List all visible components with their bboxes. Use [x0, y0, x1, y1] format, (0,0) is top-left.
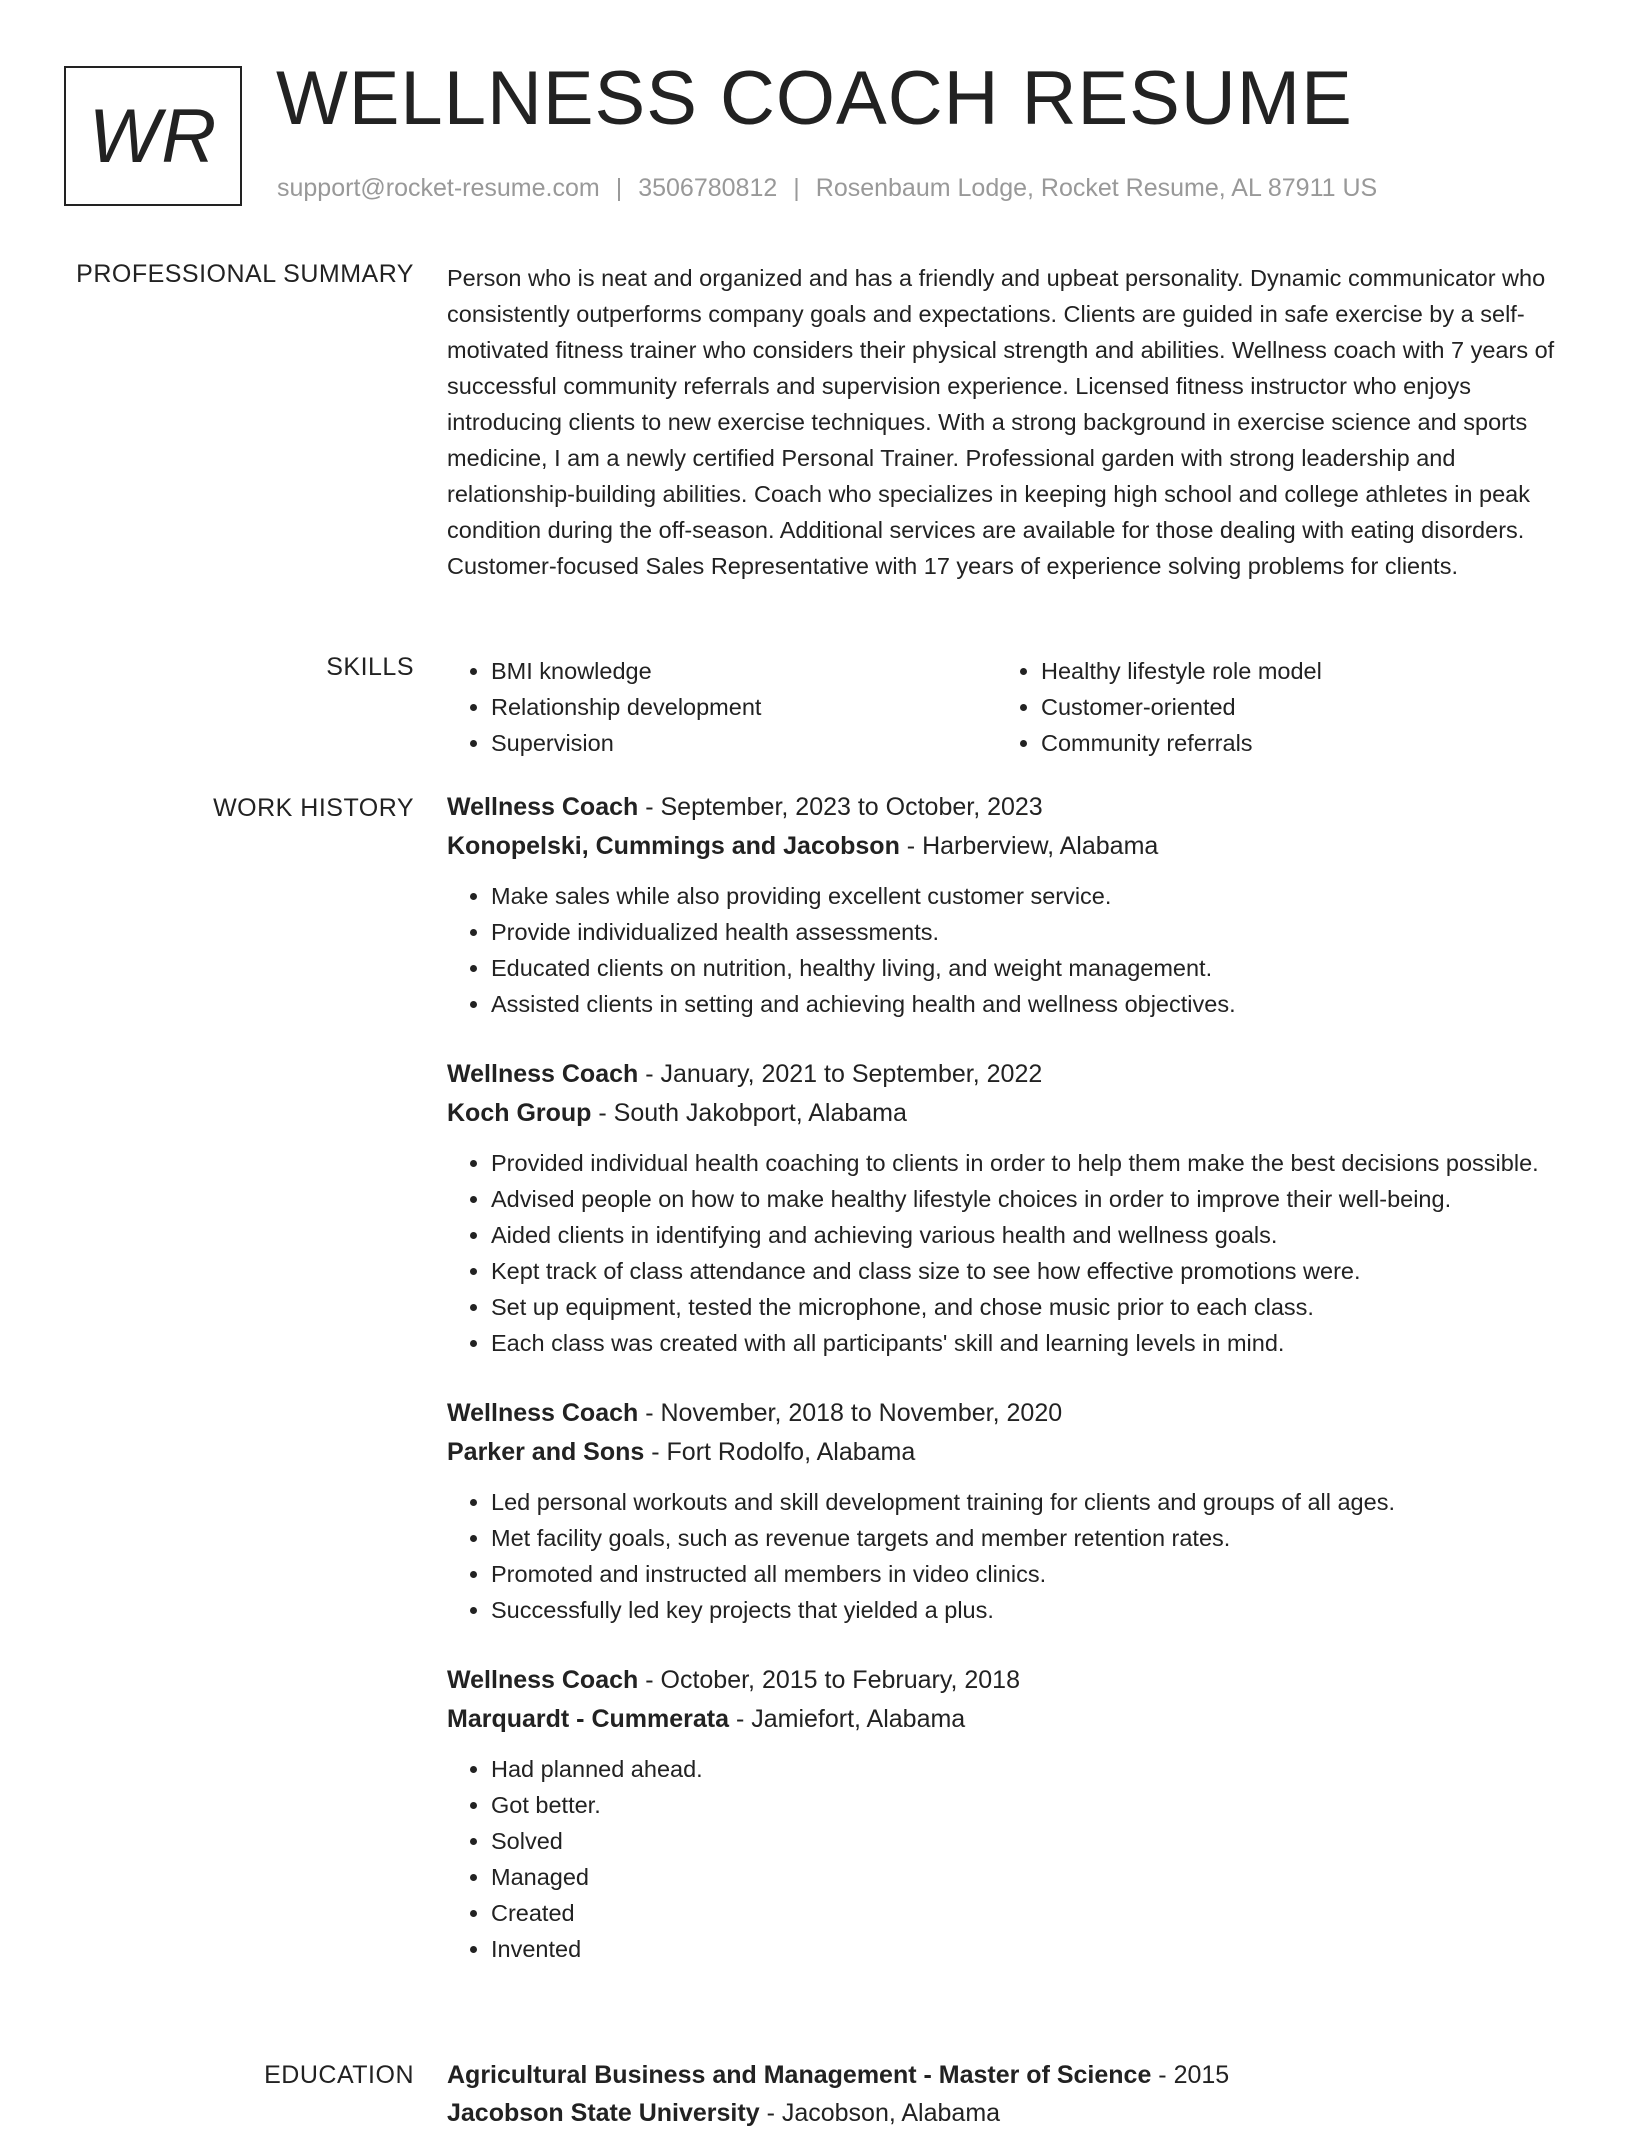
- job-title-line: [447, 1055, 1567, 1093]
- job-bullets: [447, 878, 1567, 1022]
- job-title-line: [447, 788, 1567, 826]
- contact-separator: |: [793, 174, 800, 202]
- job-bullet: • Promoted and instructed all members in video clinics.: [491, 1556, 1567, 1592]
- job-bullet: • Led personal workouts and skill development training for clients and groups of all ages.: [491, 1484, 1567, 1520]
- job-bullet: • Each class was created with all participants' skill and learning levels in mind.: [491, 1325, 1567, 1361]
- education-school-line: [447, 2094, 1567, 2132]
- education-heading: EDUCATION: [264, 2061, 414, 2089]
- job-bullet: • Assisted clients in setting and achieving health and wellness objectives.: [491, 986, 1567, 1022]
- job-entry: [447, 1055, 1567, 1361]
- skill-item: • Relationship development: [491, 689, 997, 725]
- job-bullet: • Solved: [491, 1823, 1567, 1859]
- summary-heading: PROFESSIONAL SUMMARY: [76, 260, 414, 288]
- job-dates: - November, 2018 to November, 2020: [638, 1399, 1063, 1427]
- job-bullets: [447, 1484, 1567, 1628]
- job-bullets: [447, 1751, 1567, 1967]
- job-title-line: [447, 1394, 1567, 1432]
- job-dates: - September, 2023 to October, 2023: [638, 793, 1043, 821]
- job-location: - Jamiefort, Alabama: [729, 1705, 966, 1733]
- job-dates: - January, 2021 to September, 2022: [638, 1060, 1043, 1088]
- job-title: Wellness Coach: [447, 1399, 639, 1427]
- job-company: Parker and Sons: [447, 1438, 645, 1466]
- job-bullet: • Got better.: [491, 1787, 1567, 1823]
- skills-body: [447, 653, 1567, 761]
- education-year: - 2015: [1151, 2061, 1230, 2089]
- contact-address: Rosenbaum Lodge, Rocket Resume, AL 87911 US: [815, 174, 1378, 202]
- work-heading: WORK HISTORY: [213, 794, 414, 822]
- job-title: Wellness Coach: [447, 1060, 639, 1088]
- job-location: - South Jakobport, Alabama: [591, 1099, 907, 1127]
- job-company: Marquardt - Cummerata: [447, 1705, 729, 1733]
- job-bullet: • Had planned ahead.: [491, 1751, 1567, 1787]
- job-bullet: • Created: [491, 1895, 1567, 1931]
- skills-list-right: [997, 653, 1547, 761]
- job-entry: [447, 1661, 1567, 1967]
- job-bullet: • Invented: [491, 1931, 1567, 1967]
- education-degree: Agricultural Business and Management - Master of Science: [447, 2061, 1152, 2089]
- contact-email: support@rocket-resume.com: [277, 174, 600, 202]
- job-title-line: [447, 1661, 1567, 1699]
- job-bullet: • Provided individual health coaching to clients in order to help them make the best decisions possible.: [491, 1145, 1567, 1181]
- education-location: - Jacobson, Alabama: [759, 2099, 1001, 2127]
- education-school: Jacobson State University: [447, 2099, 760, 2127]
- job-bullet: • Kept track of class attendance and class size to see how effective promotions were.: [491, 1253, 1567, 1289]
- job-company: Koch Group: [447, 1099, 592, 1127]
- summary-body: [447, 260, 1567, 584]
- job-dates: - October, 2015 to February, 2018: [638, 1666, 1020, 1694]
- education-body: [447, 2056, 1567, 2132]
- job-bullet: • Educated clients on nutrition, healthy living, and weight management.: [491, 950, 1567, 986]
- job-title: Wellness Coach: [447, 793, 639, 821]
- job-title: Wellness Coach: [447, 1666, 639, 1694]
- monogram-badge: WR: [64, 66, 242, 206]
- job-location: - Fort Rodolfo, Alabama: [644, 1438, 916, 1466]
- contact-line: [277, 174, 1377, 203]
- work-body: [447, 788, 1567, 2000]
- skill-item: • Healthy lifestyle role model: [1041, 653, 1547, 689]
- job-company-line: [447, 1432, 1567, 1472]
- job-bullets: [447, 1145, 1567, 1361]
- job-entry: [447, 788, 1567, 1022]
- job-bullet: • Provide individualized health assessments.: [491, 914, 1567, 950]
- job-location: - Harberview, Alabama: [899, 832, 1159, 860]
- job-company: Konopelski, Cummings and Jacobson: [447, 832, 900, 860]
- job-company-line: [447, 1093, 1567, 1133]
- skill-item: • Supervision: [491, 725, 997, 761]
- job-bullet: • Managed: [491, 1859, 1567, 1895]
- skills-grid: [447, 653, 1567, 761]
- job-bullet: • Aided clients in identifying and achieving various health and wellness goals.: [491, 1217, 1567, 1253]
- job-bullet: • Successfully led key projects that yielded a plus.: [491, 1592, 1567, 1628]
- contact-phone: 3506780812: [638, 174, 778, 202]
- job-company-line: [447, 826, 1567, 866]
- job-bullet: • Met facility goals, such as revenue targets and member retention rates.: [491, 1520, 1567, 1556]
- job-bullet: • Make sales while also providing excellent customer service.: [491, 878, 1567, 914]
- skill-item: • Community referrals: [1041, 725, 1547, 761]
- skills-heading: SKILLS: [326, 653, 414, 681]
- contact-separator: |: [615, 174, 623, 202]
- job-bullet: • Advised people on how to make healthy lifestyle choices in order to improve their well-being.: [491, 1181, 1567, 1217]
- summary-text: Person who is neat and organized and has a friendly and upbeat personality. Dynamic communicator who consistently outperforms company goals and expectations. Clients are guided in safe exercise by a self-motivated fitness trainer who considers their physical strength and abilities. Wellness coach with 7 years of successful community referrals and supervision experience. Licensed fitness instructor who enjoys introducing clients to new exercise techniques. With a strong background in exercise science and sports medicine, I am a newly certified Personal Trainer. Professional garden with strong leadership and relationship-building abilities. Coach who specializes in keeping high school and college athletes in peak condition during the off-season. Additional services are available for those dealing with eating disorders. Customer-focused Sales Representative with 17 years of experience solving problems for clients.: [447, 265, 1555, 579]
- education-degree-line: [447, 2056, 1567, 2094]
- job-entry: [447, 1394, 1567, 1628]
- page-title: WELLNESS COACH RESUME: [276, 56, 1353, 141]
- skill-item: • BMI knowledge: [491, 653, 997, 689]
- job-bullet: • Set up equipment, tested the microphone, and chose music prior to each class.: [491, 1289, 1567, 1325]
- skill-item: • Customer-oriented: [1041, 689, 1547, 725]
- job-company-line: [447, 1699, 1567, 1739]
- skills-list-left: [447, 653, 997, 761]
